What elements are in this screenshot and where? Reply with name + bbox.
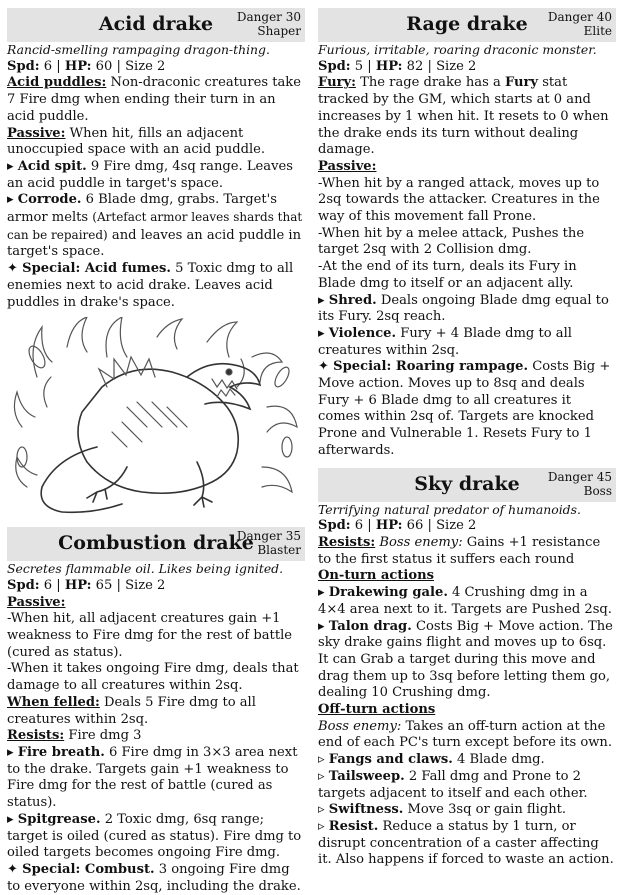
action-triangle-icon: ▸ xyxy=(318,585,325,601)
shred-action xyxy=(318,293,616,326)
combustion-resists-rule xyxy=(7,728,305,745)
right-column xyxy=(318,8,616,869)
spd-label: Spd: xyxy=(7,577,40,593)
fury-text-end: stat tracked by the GM, which starts at 0 and increases by 1 when hit. It resets to 0 when the drake ends its turn without dealing damage. xyxy=(318,75,609,158)
tailsweep-action xyxy=(318,769,616,802)
action-triangle-icon: ▸ xyxy=(318,292,325,308)
swiftness-text: Move 3sq or gain flight. xyxy=(407,802,567,818)
rage-drake-header xyxy=(318,8,616,42)
action-triangle-icon: ▸ xyxy=(7,744,14,760)
drakewing-gale-text: 4 Crushing dmg in a 4×4 area next to it. Targets are Pushed 2sq. xyxy=(318,585,612,617)
sky-drake-statblock xyxy=(318,468,616,869)
acid-drake-danger-box xyxy=(237,10,301,38)
fangs-claws-name: Fangs and claws. xyxy=(328,752,453,768)
action-triangle-icon: ▸ xyxy=(318,325,325,341)
talon-drag-action xyxy=(318,619,616,703)
acid-drake-tagline: Rancid-smelling rampaging dragon-thing. xyxy=(7,42,270,57)
stat-separator: | xyxy=(423,518,437,534)
offturn-triangle-icon: ▹ xyxy=(318,752,325,768)
size-value: Size 2 xyxy=(436,58,477,74)
stat-separator: | xyxy=(52,58,65,74)
tailsweep-name: Tailsweep. xyxy=(328,768,405,784)
rage-drake-title: Rage drake xyxy=(406,13,528,35)
spd-label: Spd: xyxy=(7,58,40,74)
combustion-drake-tagline: Secretes flammable oil. Likes being ignited. xyxy=(7,561,284,577)
size-value: Size 2 xyxy=(125,577,166,593)
when-felled-text: Deals 5 Fire dmg to all creatures within 2sq. xyxy=(7,694,256,727)
acid-passive-text: When hit, fills an adjacent unoccupied space with an acid puddle. xyxy=(7,125,266,158)
sky-drake-header xyxy=(318,468,616,502)
fangs-claws-text: 4 Blade dmg. xyxy=(456,752,545,768)
rage-passive-3: -At the end of its turn, deals its Fury in Blade dmg to itself or an adjacent ally. xyxy=(318,259,577,291)
rage-passive-label-line xyxy=(318,159,616,176)
drake-sketch-illustration xyxy=(7,317,305,525)
swiftness-action xyxy=(318,802,616,819)
combustion-drake-danger: Danger 35 xyxy=(236,529,301,544)
spd-label: Spd: xyxy=(318,58,351,74)
tailsweep-text: 2 Fall dmg and Prone to 2 targets adjacent to itself and each other. xyxy=(318,768,588,801)
acid-fumes-text: 5 Toxic dmg to all enemies next to acid drake. Leaves acid puddles in drake's space. xyxy=(7,261,294,310)
roaring-rampage-name: Special: Roaring rampage. xyxy=(333,359,529,375)
acid-drake-body xyxy=(7,42,305,311)
resists-label: Resists: xyxy=(7,728,65,744)
hp-value: 66 xyxy=(406,518,424,534)
passive-label: Passive: xyxy=(7,594,66,610)
combustion-drake-statblock xyxy=(7,527,305,895)
violence-name: Violence. xyxy=(328,325,397,341)
special-star-icon: ✦ xyxy=(7,261,18,277)
action-triangle-icon: ▸ xyxy=(7,811,14,827)
spd-value: 6 xyxy=(354,518,364,534)
acid-drake-header xyxy=(7,8,305,42)
resists-label: Resists: xyxy=(318,534,376,550)
shred-text: Deals ongoing Blade dmg equal to its Fury. 2sq reach. xyxy=(318,292,609,325)
offturn-triangle-icon: ▹ xyxy=(318,818,325,834)
rage-drake-danger-box xyxy=(548,10,612,38)
sky-resists-rule xyxy=(318,535,616,568)
rage-drake-role: Elite xyxy=(583,24,612,38)
talon-drag-name: Talon drag. xyxy=(328,618,412,634)
rage-drake-statblock xyxy=(318,8,616,460)
corrode-action xyxy=(7,192,305,261)
passive-label: Passive: xyxy=(318,158,377,174)
fury-word: Fury xyxy=(504,75,539,91)
acid-drake-statblock xyxy=(7,8,305,311)
hp-label: HP: xyxy=(375,58,403,74)
off-turn-heading xyxy=(318,702,616,719)
combustion-drake-role: Blaster xyxy=(257,543,301,558)
corrode-name: Corrode. xyxy=(17,192,82,208)
fire-breath-name: Fire breath. xyxy=(17,744,105,760)
hp-value: 60 xyxy=(95,58,113,74)
combustion-passive-2: -When it takes ongoing Fire dmg, deals that damage to all creatures within 2sq. xyxy=(7,661,299,694)
fire-breath-action xyxy=(7,745,305,812)
resists-text: Fire dmg 3 xyxy=(68,728,142,744)
stat-separator: | xyxy=(423,58,437,74)
talon-drag-text: Costs Big + Move action. The sky drake gains flight and moves up to 6sq. It can Grab a target during this move and drag them up to 3sq before letting them go, dealing 10 Crushing dmg. xyxy=(318,618,613,701)
acid-spit-text: 9 Fire dmg, 4sq range. Leaves an acid puddle in target's space. xyxy=(7,158,293,191)
spitgrease-action xyxy=(7,812,305,862)
sky-drake-body xyxy=(318,502,616,869)
acid-special-action xyxy=(7,261,305,311)
resist-name: Resist. xyxy=(328,818,379,834)
sky-drake-title: Sky drake xyxy=(414,472,520,495)
offturn-triangle-icon: ▹ xyxy=(318,802,325,818)
roaring-rampage-action xyxy=(318,359,616,459)
combust-special-action xyxy=(7,862,305,895)
stat-separator: | xyxy=(112,577,126,593)
combustion-drake-stats xyxy=(7,578,305,595)
stat-separator: | xyxy=(112,58,126,74)
roaring-rampage-text: Costs Big + Move action. Moves up to 8sq and deals Fury + 6 Blade dmg to all creatures it comes within 2sq of. Targets are knocked Prone and Vulnerable 1. Resets Fury to 1 afterwards. xyxy=(318,359,611,458)
on-turn-label: On-turn actions xyxy=(318,568,435,584)
left-column xyxy=(7,8,305,895)
corrode-note: (Artefact armor leaves shards that can be repaired) xyxy=(7,210,303,242)
boss-enemy-text: Takes an off-turn action at the end of each PC's turn except before its own. xyxy=(318,718,613,751)
combust-name: Special: Combust. xyxy=(22,861,155,877)
combustion-passive-label-line xyxy=(7,595,305,612)
special-star-icon: ✦ xyxy=(318,359,329,375)
passive-label: Passive: xyxy=(7,125,66,141)
drakewing-gale-name: Drakewing gale. xyxy=(328,585,448,601)
rage-drake-tagline: Furious, irritable, roaring draconic monster. xyxy=(318,42,597,57)
boss-enemy-label: Boss enemy: xyxy=(318,718,402,734)
acid-fumes-name: Special: Acid fumes. xyxy=(22,261,171,277)
spd-value: 6 xyxy=(43,58,53,74)
fire-breath-text: 6 Fire dmg in 3×3 area next to the drake. Targets gain +1 weakness to Fire dmg for the rest of battle (cured as status). xyxy=(7,744,298,811)
combust-text: 3 ongoing Fire dmg to everyone within 2sq, including the drake. xyxy=(7,861,301,894)
drakewing-gale-action xyxy=(318,585,616,618)
size-value: Size 2 xyxy=(436,518,477,534)
sky-resists-text: Gains +1 resistance to the first status it suffers each round xyxy=(318,534,601,567)
shred-name: Shred. xyxy=(328,292,377,308)
spitgrease-text: 2 Toxic dmg, 6sq range; target is oiled (cured as status). Fire dmg to oiled targets becomes ongoing Fire dmg. xyxy=(7,811,302,861)
hp-label: HP: xyxy=(64,577,92,593)
acid-passive-rule xyxy=(7,126,305,159)
spd-label: Spd: xyxy=(318,518,351,534)
combustion-drake-title: Combustion drake xyxy=(58,532,254,555)
stat-separator: | xyxy=(363,58,376,74)
violence-action xyxy=(318,326,616,359)
fury-rule xyxy=(318,75,616,159)
violence-text: Fury + 4 Blade dmg to all creatures within 2sq. xyxy=(318,325,572,358)
sky-drake-role: Boss xyxy=(583,483,612,498)
rage-passive-2: -When hit by a melee attack, Pushes the target 2sq with 2 Collision dmg. xyxy=(318,225,585,258)
offturn-triangle-icon: ▹ xyxy=(318,768,325,784)
action-triangle-icon: ▸ xyxy=(7,158,14,174)
sky-drake-tagline: Terrifying natural predator of humanoids. xyxy=(318,501,581,517)
sky-drake-stats xyxy=(318,518,616,535)
size-value: Size 2 xyxy=(125,58,166,74)
spd-value: 6 xyxy=(43,577,53,593)
boss-enemy-label: Boss enemy: xyxy=(379,534,463,550)
rage-drake-body xyxy=(318,42,616,460)
hp-label: HP: xyxy=(64,58,92,74)
fangs-claws-action xyxy=(318,752,616,769)
when-felled-rule xyxy=(7,695,305,728)
on-turn-heading xyxy=(318,568,616,585)
rage-passive-1: -When hit by a ranged attack, moves up to 2sq towards the attacker. Creatures in the way of this movement fall Prone. xyxy=(318,175,600,225)
rage-drake-stats xyxy=(318,59,616,76)
stat-separator: | xyxy=(52,577,65,593)
fury-text: The rage drake has a xyxy=(360,75,501,91)
combustion-drake-header xyxy=(7,527,305,561)
stat-separator: | xyxy=(363,518,376,534)
acid-puddles-label: Acid puddles: xyxy=(7,75,107,91)
special-star-icon: ✦ xyxy=(7,861,18,877)
hp-value: 82 xyxy=(406,58,424,74)
resist-action xyxy=(318,819,616,869)
acid-drake-stats xyxy=(7,59,305,76)
combustion-drake-body xyxy=(7,561,305,895)
combustion-drake-danger-box xyxy=(237,529,301,557)
boss-enemy-rule xyxy=(318,719,616,752)
acid-drake-danger: Danger 30 xyxy=(236,10,301,24)
acid-drake-title: Acid drake xyxy=(98,13,214,35)
corrode-text-end: and leaves an acid puddle in target's space. xyxy=(7,227,302,260)
resist-text: Reduce a status by 1 turn, or disrupt concentration of a caster affecting it. Also happens if forced to waste an action. xyxy=(318,818,614,868)
combustion-passive-1: -When hit, all adjacent creatures gain +1 weakness to Fire dmg for the rest of battle (cured as status). xyxy=(7,611,293,660)
spitgrease-name: Spitgrease. xyxy=(17,811,101,827)
spd-value: 5 xyxy=(354,58,364,74)
acid-spit-action xyxy=(7,159,305,192)
hp-value: 65 xyxy=(95,577,113,593)
when-felled-label: When felled: xyxy=(7,694,100,710)
hp-label: HP: xyxy=(375,518,403,534)
action-triangle-icon: ▸ xyxy=(318,618,325,634)
corrode-text: 6 Blade dmg, grabs. Target's armor melts xyxy=(7,192,277,226)
acid-spit-name: Acid spit. xyxy=(17,158,87,174)
fury-label: Fury: xyxy=(318,75,356,91)
action-triangle-icon: ▸ xyxy=(7,192,14,208)
acid-puddles-rule xyxy=(7,75,305,125)
sky-drake-danger: Danger 45 xyxy=(547,469,612,484)
rage-drake-danger: Danger 40 xyxy=(547,10,612,24)
acid-drake-role: Shaper xyxy=(257,24,301,38)
acid-puddles-text: Non-draconic creatures take 7 Fire dmg when ending their turn in an acid puddle. xyxy=(7,75,301,124)
swiftness-name: Swiftness. xyxy=(328,802,404,818)
sky-drake-danger-box xyxy=(548,470,612,498)
off-turn-label: Off-turn actions xyxy=(318,702,436,718)
